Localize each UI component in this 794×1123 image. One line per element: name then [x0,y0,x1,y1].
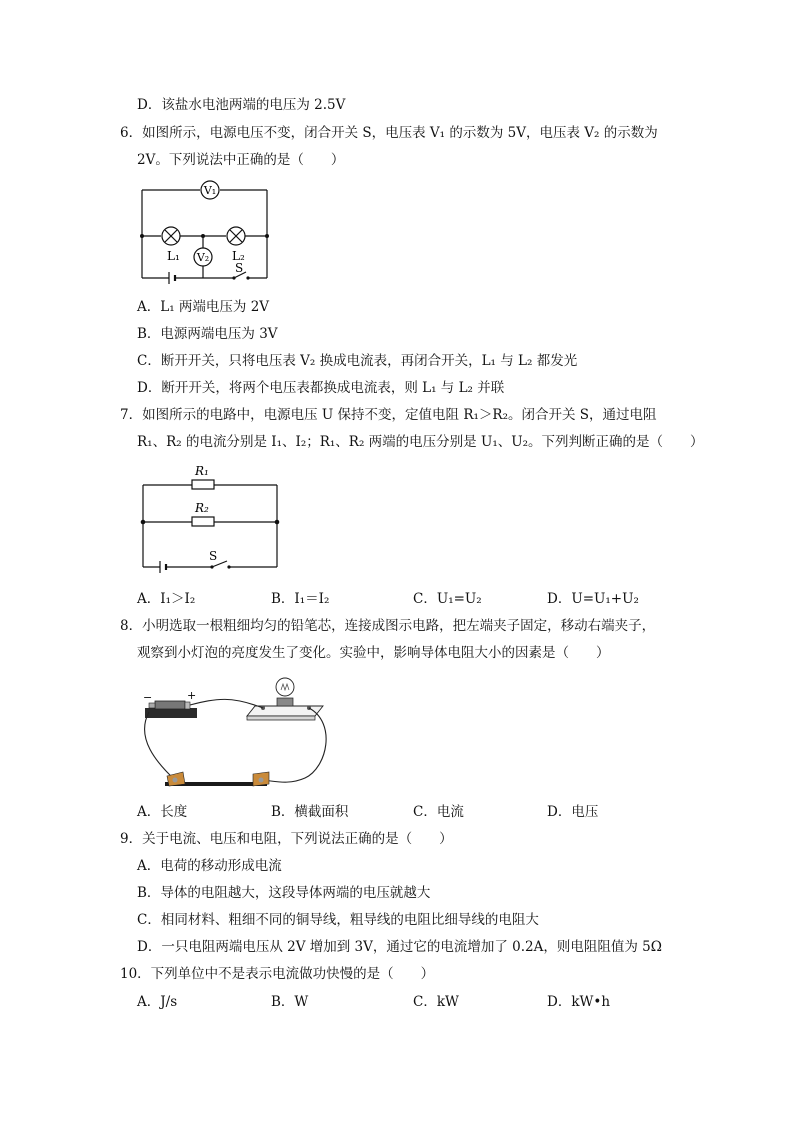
q9-option-a: A．电荷的移动形成电流 [137,858,282,874]
q7-option-c: C．U₁=U₂ [413,591,482,607]
q7-circuit-diagram [135,460,285,578]
r2-resistor-symbol [192,517,214,526]
q6-stem-line2: 2V。下列说法中正确的是（ ） [137,152,345,168]
q8-option-d: D．电压 [547,804,599,820]
q7-stem-line1: 7．如图所示的电路中，电源电压 U 保持不变，定值电阻 R₁＞R₂。闭合开关 S，通过电阻 [120,407,657,423]
wire-battery-to-left-clip [145,712,175,780]
q10-option-d: D．kW•h [547,994,611,1010]
battery-minus-label: − [143,691,153,704]
q9-option-d: D．一只电阻两端电压从 2V 增加到 3V，通过它的电流增加了 0.2A，则电阻阻值为 5Ω [137,939,662,955]
r2-label: R₂ [195,501,209,515]
q8-option-c: C．电流 [413,804,464,820]
q6-stem-line1: 6．如图所示，电源电压不变，闭合开关 S，电压表 V₁ 的示数为 5V，电压表 V₂ 的示数为 [120,125,658,141]
q9-option-c: C．相同材料、粗细不同的铜导线，粗导线的电阻比细导线的电阻大 [137,912,539,928]
q6-option-d: D．断开开关，将两个电压表都换成电流表，则 L₁ 与 L₂ 并联 [137,380,505,396]
q8-option-b: B．横截面积 [271,804,349,820]
l1-label: L₁ [167,249,180,263]
clip-right [253,772,269,786]
r1-label: R₁ [195,464,209,478]
q6-circuit-diagram [130,178,280,288]
q6-option-b: B．电源两端电压为 3V [137,326,278,342]
q6-option-a: A．L₁ 两端电压为 2V [137,299,270,315]
switch-label: S [235,261,244,275]
q10-option-a: A．J/s [137,994,178,1010]
lamp-board-illustration [247,678,323,720]
q10-option-c: C．kW [413,994,459,1010]
q5-option-d: D．该盐水电池两端的电压为 2.5V [137,97,346,113]
lamp-bulb [276,678,294,696]
q8-stem-line1: 8．小明选取一根粗细均匀的铅笔芯，连接成图示电路，把左端夹子固定，移动右端夹子， [120,618,656,634]
wire-battery-to-lamp [190,699,263,708]
battery-plus-label: + [187,689,197,702]
q7-option-a: A．I₁＞I₂ [137,591,196,607]
q8-pencil-lead-circuit [137,668,337,796]
battery-holder-illustration [145,701,197,718]
q8-option-a: A．长度 [137,804,188,820]
q7-option-d: D．U=U₁+U₂ [547,591,639,607]
v2-label: V₂ [196,251,210,264]
q10-stem: 10．下列单位中不是表示电流做功快慢的是（ ） [120,966,435,982]
q6-option-c: C．断开开关，只将电压表 V₂ 换成电流表，再闭合开关，L₁ 与 L₂ 都发光 [137,353,578,369]
switch-label: S [209,549,218,563]
q7-option-b: B．I₁＝I₂ [271,591,330,607]
q7-stem-line2: R₁、R₂ 的电流分别是 I₁、I₂；R₁、R₂ 两端的电压分别是 U₁、U₂。下列判断正确的是（ ） [137,434,704,450]
r1-resistor-symbol [192,480,214,489]
q8-stem-line2: 观察到小灯泡的亮度发生了变化。实验中，影响导体电阻大小的因素是（ ） [137,645,610,661]
l2-label: L₂ [232,249,245,263]
v1-label: V₁ [203,184,217,197]
q9-stem: 9．关于电流、电压和电阻，下列说法正确的是（ ） [120,831,453,847]
q10-option-b: B．W [271,994,309,1010]
q9-option-b: B．导体的电阻越大，这段导体两端的电压就越大 [137,885,431,901]
